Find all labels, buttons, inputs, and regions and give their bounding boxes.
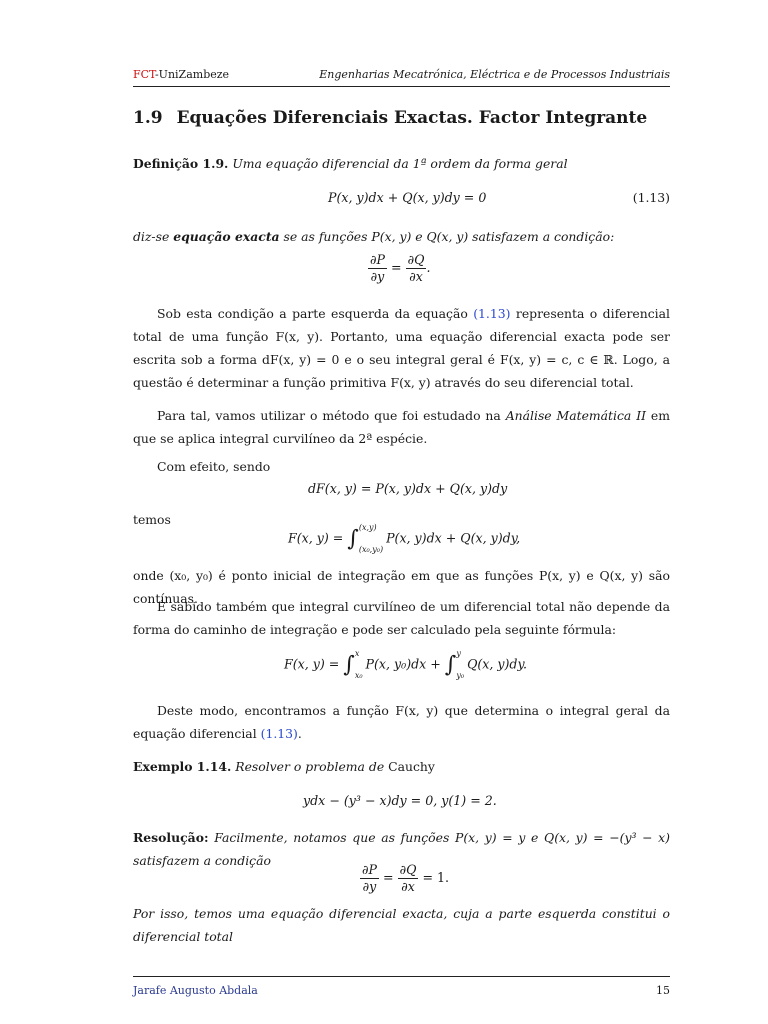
- integral-sign: ∫: [343, 652, 355, 678]
- paragraph-6: [133, 699, 670, 745]
- example-label: Exemplo 1.14.: [133, 759, 232, 774]
- example-paragraph: [133, 755, 670, 778]
- integral-lower-limit: (x₀,y₀): [358, 545, 384, 554]
- resolution-text: Facilmente, notamos que as funções P(x, y) = y e Q(x, y) = −(y³ − x) satisfazem a condição: [133, 830, 670, 868]
- def-after-pre: diz-se: [133, 229, 174, 244]
- cauchy-problem-equation: ydx − (y³ − x)dy = 0, y(1) = 2.: [303, 793, 497, 808]
- header-institution-rest: -UniZambeze: [154, 68, 230, 81]
- para2-b: em que se aplica integral curvilíneo da 2ª espécie.: [133, 408, 670, 446]
- para1-a: Sob esta condição a parte esquerda da equação: [157, 306, 474, 321]
- section-number: 1.9: [133, 108, 163, 128]
- frac-den: ∂x: [409, 269, 423, 284]
- header-institution-red: FCT: [133, 68, 155, 81]
- header-institution: [133, 68, 229, 81]
- frac-den: ∂x: [401, 879, 415, 894]
- fraction-dQ-dx: [406, 252, 427, 285]
- formula-lhs: F(x, y) =: [284, 656, 340, 672]
- total-differential-equation: dF(x, y) = P(x, y)dx + Q(x, y)dy: [308, 481, 508, 496]
- exactness-condition: $\frac{\partial P}{\partial y}$ = $\frac{\partial Q}{\partial x}$ .: [370, 252, 431, 284]
- definition-paragraph: [133, 152, 670, 175]
- integral-lower-limit: x₀: [354, 671, 363, 680]
- integral-lower-limit: y₀: [456, 671, 465, 680]
- exact-equation-term: equação exacta: [173, 229, 280, 244]
- integral-upper-limit: (x,y): [358, 523, 377, 532]
- paragraph-5: É sabido também que integral curvilíneo de um diferencial total não depende da forma do caminho de integração e pode ser calculado pela seguinte fórmula:: [133, 599, 670, 637]
- resolution-last-line: Por isso, temos uma equação diferencial exacta, cuja a parte esquerda constitui o diferencial total: [133, 906, 670, 944]
- integral-sign: ∫: [444, 652, 457, 678]
- course-name: Análise Matemática II: [505, 408, 647, 423]
- footer-rule: [133, 976, 670, 977]
- def-after-post: se as funções P(x, y) e Q(x, y) satisfazem a condição:: [279, 229, 615, 244]
- resolution-condition: $\frac{\partial P}{\partial y}$ = $\frac{\partial Q}{\partial x}$ = 1.: [362, 862, 450, 894]
- page-number: 15: [656, 984, 670, 997]
- paragraph-2: [133, 404, 670, 450]
- integral-upper-limit: y: [456, 649, 461, 658]
- definition-label: Definição 1.9.: [133, 156, 229, 171]
- header-course: Engenharias Mecatrónica, Eléctrica e de Processos Industriais: [319, 68, 670, 81]
- fraction-dP-dy: [368, 252, 387, 285]
- fraction-dQ-dx: [398, 862, 419, 895]
- integral-upper-limit: x: [354, 649, 360, 658]
- equation-number: (1.13): [632, 190, 670, 205]
- para2-a: Para tal, vamos utilizar o método que foi estudado na: [157, 408, 506, 423]
- frac-num: ∂Q: [399, 862, 417, 877]
- definition-continuation: [133, 225, 670, 248]
- paragraph-3: Com efeito, sendo: [157, 459, 271, 474]
- para6-b: .: [297, 726, 302, 741]
- fraction-dP-dy: [360, 862, 379, 895]
- para1-b: representa o diferencial total de uma função F(x, y). Portanto, uma equação diferencial exacta pode ser escrita sob a forma dF(x, y) = 0 e o seu integral geral é F(x, y) = c, c ∈ ℝ. Logo, a questão é determinar a função primitiva F(x, y) através do seu diferencial total.: [133, 306, 670, 390]
- frac-num: ∂P: [362, 862, 377, 877]
- equation-reference-link[interactable]: (1.13): [260, 726, 298, 741]
- condition-value: = 1.: [422, 870, 450, 885]
- paragraph-4-after: onde (x₀, y₀) é ponto inicial de integração em que as funções P(x, y) e Q(x, y) são contínuas.: [133, 568, 670, 606]
- frac-den: ∂y: [362, 879, 377, 894]
- paragraph-1: [133, 302, 670, 394]
- line-integral-formula: [288, 522, 520, 556]
- integrand-2: Q(x, y)dy.: [467, 656, 527, 672]
- resolution-label: Resolução:: [133, 830, 209, 845]
- equation-1-13: P(x, y)dx + Q(x, y)dy = 0: [328, 190, 487, 205]
- footer-author: Jarafe Augusto Abdala: [133, 984, 258, 997]
- integrand: P(x, y)dx + Q(x, y)dy,: [386, 530, 521, 546]
- equation-reference-link[interactable]: (1.13): [473, 306, 511, 321]
- paragraph-4-lead: temos: [133, 512, 171, 527]
- frac-den: ∂y: [370, 269, 385, 284]
- header-rule: [133, 86, 670, 87]
- frac-num: ∂Q: [407, 252, 425, 267]
- section-heading: [133, 108, 661, 128]
- frac-num: ∂P: [370, 252, 385, 267]
- integrand-1: P(x, y₀)dx +: [365, 656, 441, 672]
- running-header: [133, 68, 670, 84]
- integral-sign: ∫: [347, 526, 359, 552]
- definition-text: Uma equação diferencial da 1ª ordem da forma geral: [232, 156, 568, 171]
- formula-lhs: F(x, y) =: [288, 530, 344, 546]
- para6-a: Deste modo, encontramos a função F(x, y) que determina o integral geral da equação diferencial: [133, 703, 670, 741]
- path-integral-formula: [284, 648, 527, 682]
- example-name: Cauchy: [384, 759, 435, 774]
- section-title: Equações Diferenciais Exactas. Factor Integrante: [176, 108, 648, 128]
- example-text: Resolver o problema de: [235, 759, 385, 774]
